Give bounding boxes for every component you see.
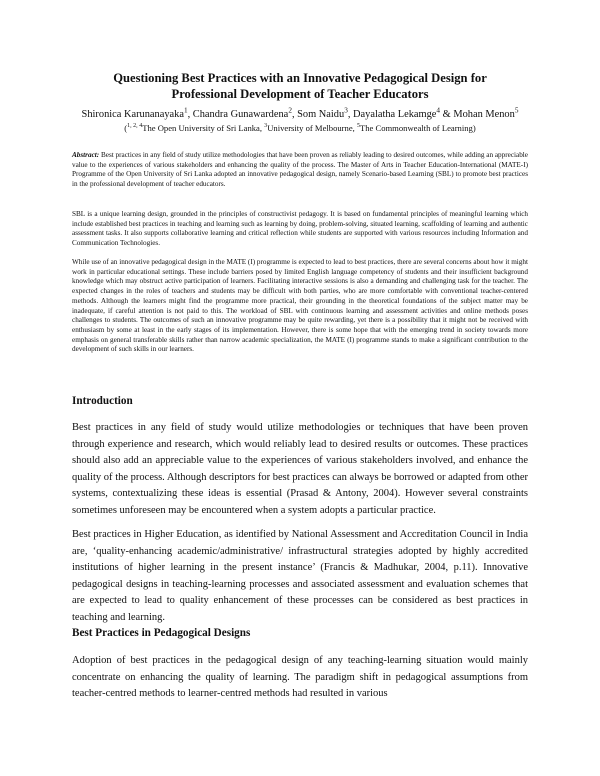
abstract-label: Abstract: xyxy=(72,151,100,159)
abstract-paragraph-3: While use of an innovative pedagogical design in the MATE (I) programme is expected to lead to best practices, there are several concerns about how it might work in particular educational settings. These include barriers posed by limited English language competency of students and their insufficient background knowledge which may obstruct active participation of learners. Facilitating interactive sessions is also a demanding and challenging task for the teacher. The expected changes in the roles of teachers and students may be difficult with both parties, who are more comfortable with conventional teacher-centered methods. Although the learners might find the programme more practical, their grounding in the theoretical foundations of the subject matter may be inadequate, if careful attention is not paid to this. The workload of SBL with continuous learning and assessment activities and online methods poses challenges to students. The outcomes of such an innovative programme may be quite rewarding, yet there is a possibility that it might not be received with enthusiasm by some at least in the early stages of its implementation. However, there is some hope that with the emerging trend in society towards more emphasis on general transferable skills rather than narrow academic specialization, the MATE (I) programme stands to make a significant contribution to the development of such skills in our learners. xyxy=(72,258,528,354)
affiliation-text: University of Melbourne, xyxy=(267,123,357,133)
paper-title xyxy=(60,70,540,102)
affiliation-sup: 1, 2, 4 xyxy=(127,123,143,130)
abstract-paragraph-1 xyxy=(72,151,528,190)
author-sup: 2 xyxy=(288,106,292,115)
author-sup: 4 xyxy=(436,106,441,115)
intro-paragraph-1: Best practices in any field of study would utilize methodologies or techniques that have been proven through experience and research, which would reliably lead to desired results or outcomes. These practices should also add an appreciable value to the experiences of various stakeholders involved, and enhance the quality of the process. Although descriptors for best practices can always be borrowed or adapted from other systems, contextualizing these ideas is essential (Prasad & Antony, 2004). However several constraints sometimes unforeseen may be encountered when a system adopts a particular practice. xyxy=(72,422,528,516)
abstract-paragraph-2: SBL is a unique learning design, grounded in the principles of constructivist pedagogy. It is based on fundamental principles of meaningful learning which include established best practices in teaching and learning such as learning by doing, problem-solving, situated learning, scaffolding of learning and authentic assessment tasks. It also supports collaborative learning and critical reflection while students are supported with various resources including Information and Communication Technologies. xyxy=(72,210,528,248)
author-list xyxy=(60,108,540,121)
title-line-2: Professional Development of Teacher Educators xyxy=(171,87,429,101)
best-practices-paragraph-1: Adoption of best practices in the pedagogical design of any teaching-learning situation would mainly concentrate on enhancing the quality of learning. The paradigm shift in pedagogical assumptions from teacher-centred methods to learner-centred methods had resulted in various xyxy=(72,655,528,700)
author-sup: 5 xyxy=(514,106,519,115)
section-heading-best-practices: Best Practices in Pedagogical Designs xyxy=(72,627,251,639)
author-name: , Chandra Gunawardena xyxy=(187,109,289,120)
section-heading-introduction: Introduction xyxy=(72,395,133,407)
author-name: , Som Naidu xyxy=(291,109,345,120)
affiliation-sup: 3 xyxy=(264,123,268,130)
intro-paragraph-2: Best practices in Higher Education, as identified by National Assessment and Accreditation Council in India are, ‘quality-enhancing academic/administrative/ infrastructural strategies adopted by highly accredited institutions of higher learning in the present instance’ (Francis & Madhukar, 2004, p.11). Innovative pedagogical designs in teaching-learning processes and associated assessment and evaluation schemes that are expected to lead to quality enhancement of these processes can be considered as best practices in teaching and learning. xyxy=(72,529,528,623)
affiliations xyxy=(60,123,540,134)
affiliation-text: The Commonwealth of Learning) xyxy=(359,123,476,133)
author-name: & Mohan Menon xyxy=(440,109,515,120)
affiliation-text: ( xyxy=(124,123,128,133)
affiliation-text: The Open University of Sri Lanka, xyxy=(142,123,265,133)
title-line-1: Questioning Best Practices with an Innovative Pedagogical Design for xyxy=(113,71,487,85)
author-name: , Dayalatha Lekamge xyxy=(347,109,437,120)
abstract-text: Best practices in any field of study utilize methodologies that have been proven as reliably leading to desired outcomes, while adding an appreciable value to the experiences of various stakeholders and enhancing the quality of the process. The Master of Arts in Teacher Education-International (MATE-I) Programme of the Open University of Sri Lanka adopted an innovative pedagogical design, namely Scenario-based Learning (SBL) to promote best practices in the professional development of teacher educators. xyxy=(72,151,528,189)
affiliation-sup: 5 xyxy=(356,123,360,130)
author-sup: 3 xyxy=(344,106,348,115)
author-sup: 1 xyxy=(183,106,188,115)
author-name: Shironica Karunanayaka xyxy=(81,109,184,120)
